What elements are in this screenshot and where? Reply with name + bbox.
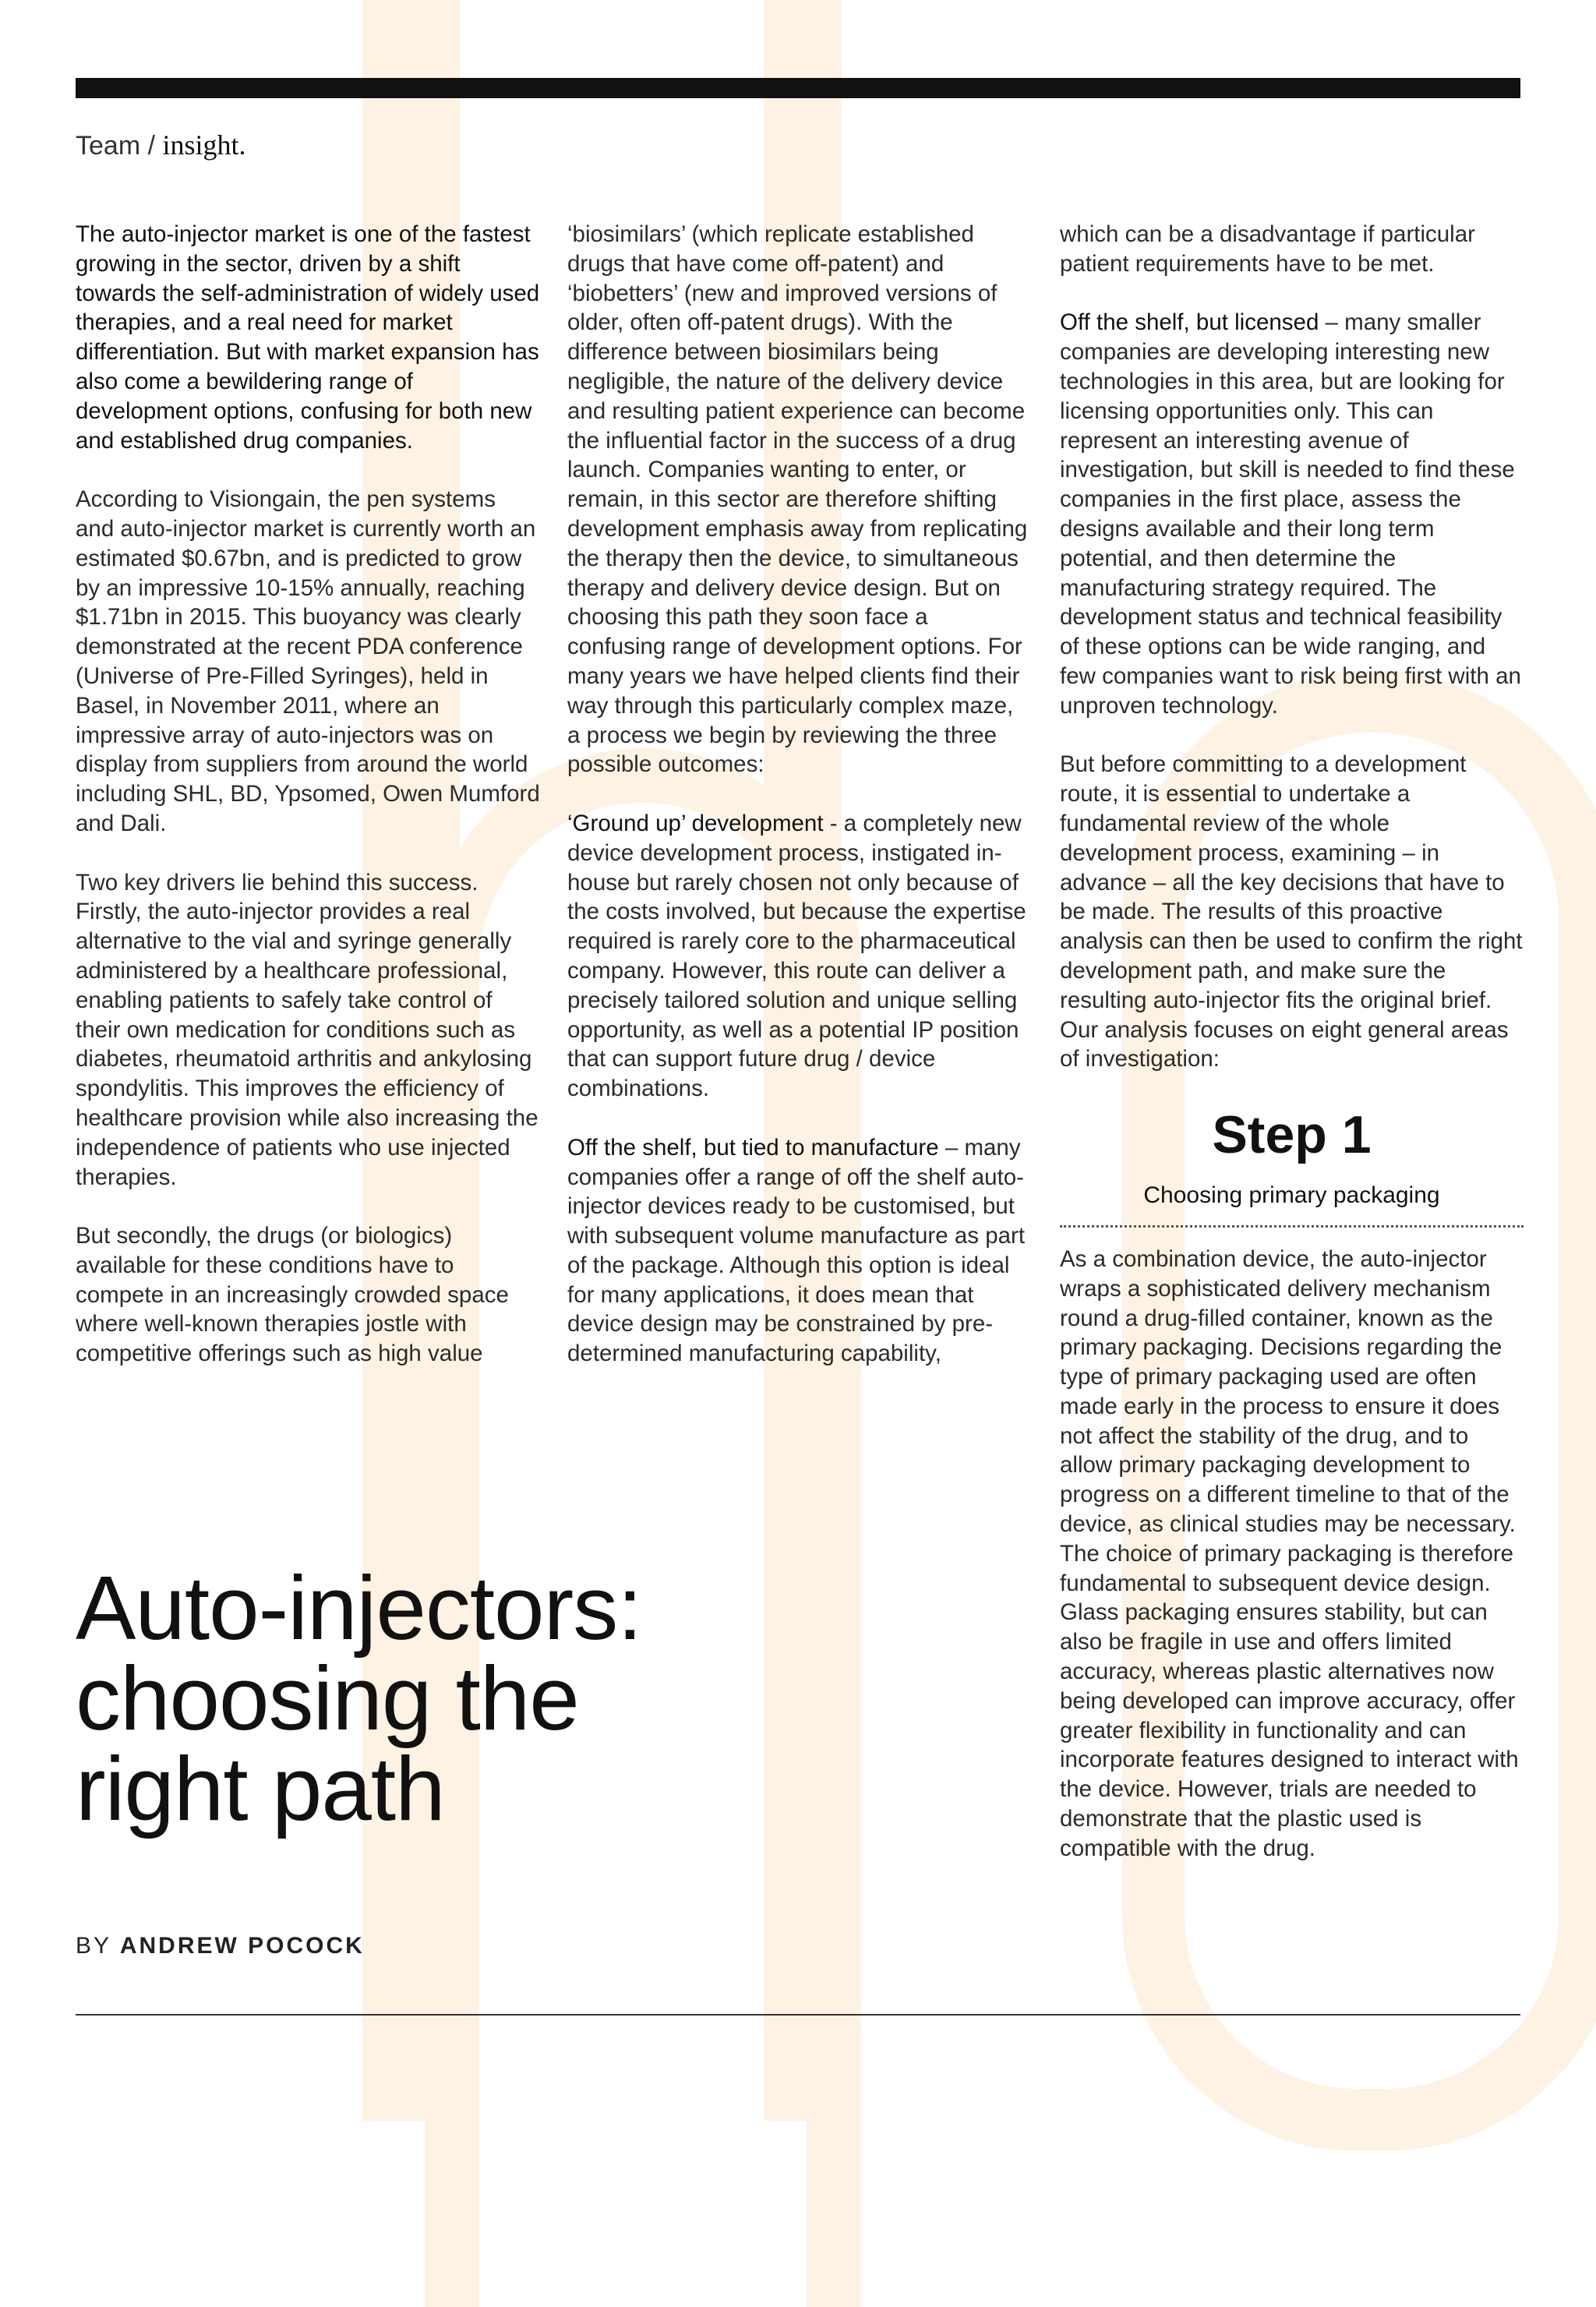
section-label: Team / xyxy=(76,131,156,161)
article-headline xyxy=(76,1557,642,1839)
option-text: – many smaller companies are developing interesting new technologies in this area, but are looking for licensing opportunities only. This can represent an interesting avenue of investigation, but skill is needed to find these companies in the first place, assess the designs available and their long term potential, and then determine the manufacturing strategy required. The development status and technical feasibility of these options can be wide ranging, and few companies want to risk being first with an unproven technology. xyxy=(1060,309,1521,719)
column-2 xyxy=(567,220,1032,1398)
step-subtitle: Choosing primary packaging xyxy=(1060,1180,1524,1228)
byline xyxy=(76,1933,365,1959)
column-1 xyxy=(76,220,540,1398)
option-heading: Off the shelf, but tied to manufacture xyxy=(567,1134,939,1161)
option-heading: Off the shelf, but licensed xyxy=(1060,309,1319,336)
author-name: ANDREW POCOCK xyxy=(119,1933,365,1959)
body-paragraph xyxy=(567,809,1032,1104)
bottom-rule xyxy=(76,2014,1520,2016)
body-paragraph xyxy=(1060,308,1524,720)
headline-line: Auto-injectors: xyxy=(76,1557,642,1659)
column-3 xyxy=(1060,220,1524,1892)
body-paragraph: But before committing to a development route, it is essential to undertake a fundamental review of the whole development process, examining – in advance – all the key decisions that have to be made. The results of this proactive analysis can then be used to confirm the right development path, and make sure the resulting auto-injector fits the original brief. Our analysis focuses on eight general areas of investigation: xyxy=(1060,751,1523,1072)
body-paragraph: But secondly, the drugs (or biologics) available for these conditions have to compete in an increasingly crowded space where well-known therapies jostle with competitive offerings such as high value xyxy=(76,1223,509,1367)
headline-line: choosing the xyxy=(76,1648,579,1749)
headline-line: right path xyxy=(76,1738,445,1839)
option-text: – many companies offer a range of off the shelf auto-injector devices ready to be customised, but with subsequent volume manufacture as part of the package. Although this option is ideal for many applications, it does mean that device design may be constrained by pre-determined manufacturing capability, xyxy=(567,1134,1026,1367)
body-paragraph: which can be a disadvantage if particular patient requirements have to be met. xyxy=(1060,221,1475,277)
publication-name: insight. xyxy=(162,129,246,161)
byline-prefix: BY xyxy=(76,1933,111,1959)
lead-paragraph: The auto-injector market is one of the fastest growing in the sector, driven by a shift towards the self-administration of widely used therapies, and a real need for market differentiation. But with market expansion has also come a bewildering range of development options, confusing for both new and established drug companies. xyxy=(76,221,540,454)
body-paragraph xyxy=(567,1133,1032,1369)
top-rule xyxy=(76,78,1520,98)
body-paragraph: ‘biosimilars’ (which replicate established drugs that have come off-patent) and ‘biobetters’ (new and improved versions of older, often off-patent drugs). With the difference between biosimilars being negligible, the nature of the delivery device and resulting patient experience can become the influential factor in the success of a drug launch. Companies wanting to enter, or remain, in this sector are therefore shifting development emphasis away from replicating the therapy then the device, to simultaneous therapy and delivery device design. But on choosing this path they soon face a confusing range of development options. For many years we have helped clients find their way through this particularly complex maze, a process we begin by reviewing the three possible outcomes: xyxy=(567,221,1028,778)
masthead xyxy=(76,129,246,161)
body-paragraph: As a combination device, the auto-injector wraps a sophisticated delivery mechanism round a drug-filled container, known as the primary packaging. Decisions regarding the type of primary packaging used are often made early in the process to ensure it does not affect the stability of the drug, and to allow primary packaging development to progress on a different timeline to that of the device, as clinical studies may be necessary. The choice of primary packaging is therefore fundamental to subsequent device design. Glass packaging ensures stability, but can also be fragile in use and offers limited accuracy, whereas plastic alternatives now being developed can improve accuracy, offer greater flexibility in functionality and can incorporate features designed to interact with the device. However, trials are needed to demonstrate that the plastic used is compatible with the drug. xyxy=(1060,1245,1519,1861)
body-paragraph: According to Visiongain, the pen systems and auto-injector market is currently worth an estimated $0.67bn, and is predicted to grow by an impressive 10-15% annually, reaching $1.71bn in 2015. This buoyancy was clearly demonstrated at the recent PDA conference (Universe of Pre-Filled Syringes), held in Basel, in November 2011, where an impressive array of auto-injectors was on display from suppliers from around the world including SHL, BD, Ypsomed, Owen Mumford and Dali. xyxy=(76,486,540,836)
step-title: Step 1 xyxy=(1212,1104,1372,1164)
option-text: - a completely new device development process, instigated in-house but rarely chosen not only because of the costs involved, but because the expertise required is rarely core to the pharmaceutical company. However, this route can deliver a precisely tailored solution and unique selling opportunity, as well as a potential IP position that can support future drug / device combinations. xyxy=(567,810,1026,1102)
body-paragraph: Two key drivers lie behind this success. Firstly, the auto-injector provides a real alternative to the vial and syringe generally administered by a healthcare professional, enabling patients to safely take control of their own medication for conditions such as diabetes, rheumatoid arthritis and ankylosing spondylitis. This improves the efficiency of healthcare provision while also increasing the independence of patients who use injected therapies. xyxy=(76,869,538,1190)
option-heading: ‘Ground up’ development xyxy=(567,810,824,836)
